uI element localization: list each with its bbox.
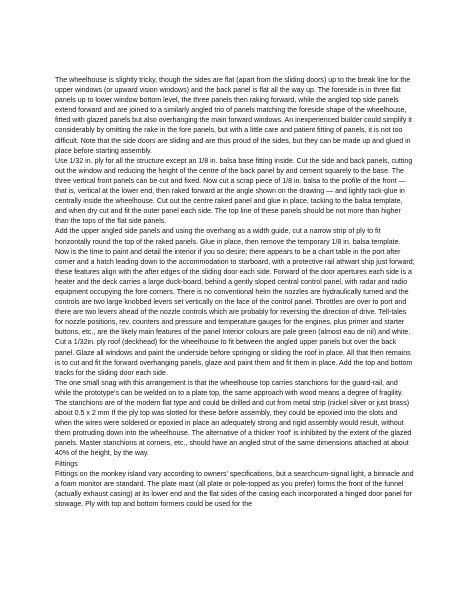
section-heading-fittings: Fittings	[55, 460, 78, 468]
paragraph-ply-structure: Use 1/32 in. ply for all the structure except an 1/8 in. balsa base fitting inside. Cut the side and back panels, cutting out the window and reducing the height of the centre of the back panel by and cement squarely to the base. The three vertical front panels can be cut and fixed. Now cut a scrap piece of 1/8 in. balsa to the profile of the front — that is, vertical at the lower end, then raked forward at the angle shown on the drawing — and lightly tack-glue in centrally inside the wheelhouse. Cut out the centre raked panel and glue in place, tacking to the balsa template, and when dry cut and fit the outer panel each side. The top line of these panels should be not more than higher than the tops of the flat side panels.	[55, 157, 413, 226]
document-body	[55, 76, 415, 510]
paragraph-wheelhouse-intro: The wheelhouse is slightly tricky, though the sides are flat (apart from the sliding doors) up to the break line for the upper windows (or upward vision windows) and the back panel is flat all the way up. The foreside is in three flat panels up to lower window bottom level, the three panels then raking forward, while the angled top side panels extend forward and are joined to a similarly angled trio of panels matching the foreside shape of the wheelhouse, fitted with glazed panels but also overhanging the main forward windows. An inexperienced builder could simplify it considerably by omitting the rake in the fore panels, but with a little care and patient fitting of panels, it is not too difficult. Note that the side doors are sliding and are thus proud of the sides, but they can be made up and glued in place before starting assembly.	[55, 77, 412, 155]
paragraph-stanchions: The one small snag with this arrangement is that the wheelhouse top carries stanchions for the guard-rail, and while the prototype's can be welded on to a plate top, the same approach with wood means a degree of fragility. The stanchions are of the modern flat type and could be drilled and cut from metal strip (nickel silver or just brass) about 0.5 x 2 mm If the ply top was slotted for these before assembly, they could be epoxied into the slots and when the wires were soldered or epoxied in place an adequately strong and rigid assembly would result, without them protruding down into the wheelhouse. The alternative of a thicker 'roof' is inhibited by the extent of the glazed panels. Master stanchions at corners, etc., should have an angled strut of the same dimensions attached at about 40% of the height, by the way.	[55, 379, 412, 458]
paragraph-upper-panels-interior: Add the upper angled side panels and using the overhang as a width guide, cut a narrow strip of ply to fit horizontally round the top of the raked panels. Glue in place, then remove the temporary 1/8 in. balsa template. Now is the time to paint and detail the interior if you so desire; there appears to be a chart table in the port after corner and a hatch leading down to the accommodation to starboard, with a protective rail athwart ship just forward; these features align with the after edges of the sliding door each side. Forward of the door apertures each side is a heater and the deck carries a large duck-board, behind a gently sloped central control panel, with radar and radio equipment occupying the fore corners. There is no conventional helm the nozzles are hydraulically turned and the controls are two large knobbed levers set vertically on the face of the control panel. Throttles are over to port and there are two levers ahead of the nozzle controls which are probably for reversing the direction of drive. Tell-tales for nozzle positions, rev. counters and pressure and temperature gauges for the engines, plus primer and starter buttons, etc., are the likely main features of the panel Interior colours are pale green (almost eau de nil) and white.	[55, 228, 415, 337]
paragraph-fittings: Fittings on the monkey island vary according to owners' specifications, but a searchcum-signal light, a binnacle and a foam monitor are standard. The plate mast (all plate or pole-topped as you prefer) forms the front of the funnel (actually exhaust casing) at its lower end and the flat sides of the casing each incorporated a hinged door panel for stowage. Ply with top and bottom formers could be used for the	[55, 470, 414, 508]
paragraph-roof: Cut a 1/32in. ply roof (deckhead) for the wheelhouse to fit between the angled upper panels but over the back panel. Glaze all windows and paint the underside before springing or sliding the roof in place. All that then remains is to cut and fit the forward overhanging panels, glaze and paint them and fit them in place. Add the top and bottom tracks for the sliding door each side.	[55, 339, 413, 377]
